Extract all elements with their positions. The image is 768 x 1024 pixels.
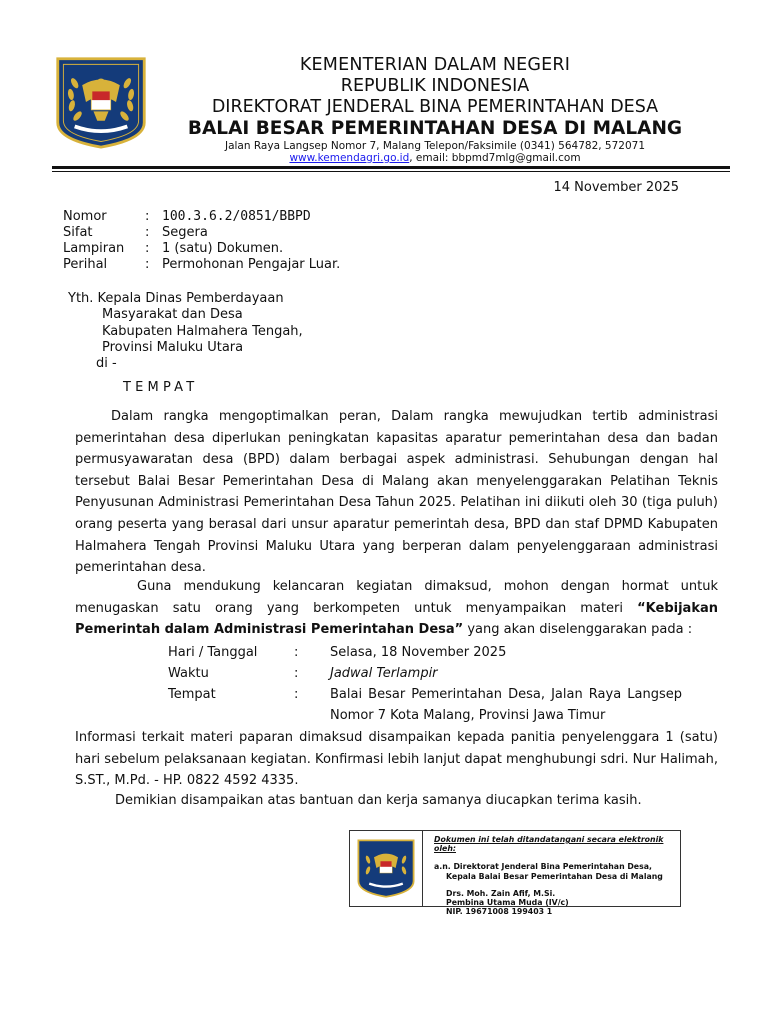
p2-material-title: “Kebijakan Pemerintah dalam Administrasi Pemerintahan Desa” [75,600,718,638]
letter-meta [63,209,340,273]
meta-value: 100.3.6.2/0851/BBPD [162,209,311,224]
schedule-value: Selasa, 18 November 2025 [330,645,507,660]
meta-key: Nomor [63,209,107,224]
schedule-key: Hari / Tanggal [168,645,258,660]
schedule-row-date [168,642,682,663]
meta-key: Sifat [63,225,93,240]
signatory-rank: Pembina Utama Muda (IV/c) [446,898,569,908]
recipient-line: di - [96,356,117,372]
country-name: REPUBLIK INDONESIA [340,76,530,96]
letter-date: 14 November 2025 [553,180,679,195]
meta-sep: : [145,257,150,272]
schedule-sep: : [294,645,299,660]
signature-divider [422,831,423,906]
office-contact [160,152,710,164]
meta-row-perihal [63,257,340,273]
p2-text-end: yang akan diselenggarakan pada : [463,622,693,638]
schedule-row-time [168,663,682,684]
schedule-sep: : [294,687,299,702]
schedule-row-place [168,684,682,726]
body-paragraph-1: Dalam rangka mengoptimalkan peran, Dalam rangka mewujudkan tertib administrasi pemerintahan desa diperlukan peningkatan kapasitas aparatur pemerintahan desa dan badan permusyawaratan desa (BPD) dalam berbagai aspek administrasi. Sehubungan dengan hal tersebut Balai Besar Pemerintahan Desa di Malang akan menyelenggarakan Pelatihan Teknis Penyusunan Administrasi Pemerintahan Desa Tahun 2025. Pelatihan ini diikuti oleh 30 (tiga puluh) orang peserta yang berasal dari unsur aparatur pemerintah desa, BPD dan staf DPMD Kabupaten Halmahera Tengah Provinsi Maluku Utara yang berperan dalam penyelenggaraan administrasi pemerintahan desa. [75,409,718,576]
recipient-place: TEMPAT [123,380,199,395]
signature-an-line: Kepala Balai Besar Pemerintahan Desa di Malang [446,871,663,881]
office-address: Jalan Raya Langsep Nomor 7, Malang Telepon/Faksimile (0341) 564782, 572071 [224,140,646,152]
meta-key: Lampiran [63,241,125,256]
meta-value: Permohonan Pengajar Luar. [162,257,341,272]
meta-sep: : [145,241,150,256]
meta-key: Perihal [63,257,108,272]
e-signature-box [349,830,681,917]
signatory-nip: NIP. 19671008 199403 1 [446,907,553,917]
schedule-sep: : [294,666,299,681]
signature-spacer [434,881,680,889]
signature-text [434,835,680,916]
ministry-name: KEMENTERIAN DALAM NEGERI [299,55,571,75]
directorate-name: DIREKTORAT JENDERAL BINA PEMERINTAHAN DESA [211,97,659,117]
meta-sep: : [145,225,150,240]
letterhead-divider-thin [52,171,730,172]
letterhead [160,55,710,164]
body-paragraph-2 [75,576,718,641]
kemendagri-emblem-icon [54,55,148,149]
schedule-value: Balai Besar Pemerintahan Desa, Jalan Raya Langsep Nomor 7 Kota Malang, Provinsi Jawa Timur [330,687,682,723]
meta-value: Segera [162,225,208,240]
schedule-key: Waktu [168,666,209,681]
signatory-name: Drs. Moh. Zain Afif, M.Si. [446,888,556,898]
letterhead-divider-thick [52,166,730,169]
body-paragraph-3: Informasi terkait materi paparan dimaksud disampaikan kepada panitia penyelenggara 1 (satu) hari sebelum pelaksanaan kegiatan. Konfirmasi lebih lanjut dapat menghubungi sdri. Nur Halimah, S.ST., M.Pd. - HP. 0822 4592 4335. [75,730,719,789]
schedule-key: Tempat [168,687,216,702]
recipient-line: Kabupaten Halmahera Tengah, [102,323,303,339]
recipient-line: Yth. Kepala Dinas Pemberdayaan [68,291,284,306]
recipient-line: Provinsi Maluku Utara [102,339,244,355]
meta-value: 1 (satu) Dokumen. [162,241,284,256]
closing-paragraph: Demikian disampaikan atas bantuan dan kerja samanya diucapkan terima kasih. [115,793,642,808]
website-link[interactable]: www.kemendagri.go.id [289,152,410,164]
meta-row-sifat [63,225,340,241]
recipient-block [68,291,303,372]
meta-row-lampiran [63,241,340,257]
office-name: BALAI BESAR PEMERINTAHAN DESA DI MALANG [187,118,683,139]
kemendagri-emblem-icon [356,837,416,899]
recipient-line: Masyarakat dan Desa [102,307,243,323]
p2-text: Guna mendukung kelancaran kegiatan dimaksud, mohon dengan hormat untuk menugaskan satu orang yang berkompeten untuk menyampaikan materi [75,579,718,616]
signature-an-line: a.n. Direktorat Jenderal Bina Pemerintahan Desa, [434,862,652,872]
email-text: , email: bbpmd7mlg@gmail.com [409,152,581,164]
schedule-value: Jadwal Terlampir [330,666,438,681]
meta-sep: : [145,209,150,224]
schedule-table [168,642,682,726]
signature-header: Dokumen ini telah ditandatangani secara elektronik oleh: [434,835,664,854]
meta-row-nomor [63,209,340,225]
